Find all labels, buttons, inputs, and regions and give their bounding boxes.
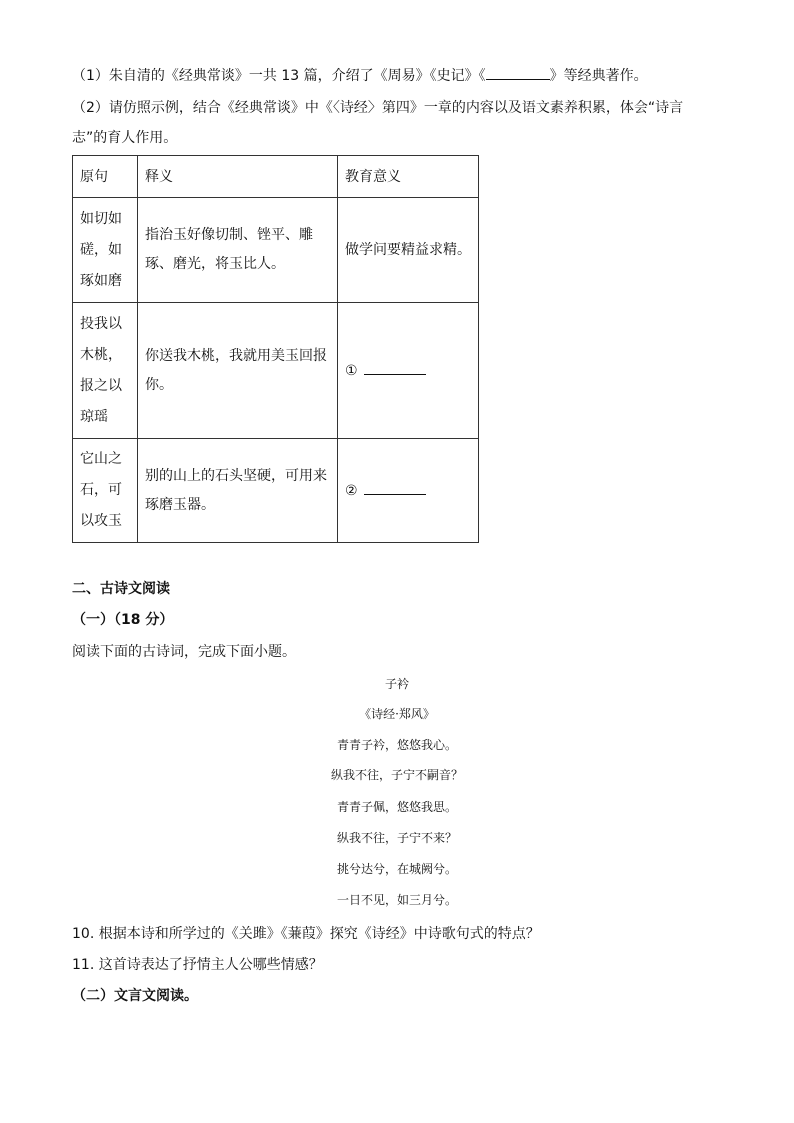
meaning-text: 做学问要精益求精。 (345, 242, 471, 258)
answer-blank[interactable] (364, 373, 426, 375)
header-explanation: 释义 (138, 156, 338, 198)
original-line: 以攻玉 (80, 513, 122, 529)
original-line: 琢如磨 (80, 272, 122, 289)
header-original: 原句 (73, 156, 138, 198)
original-line: 琼瑶 (80, 408, 108, 425)
question-2-line-1: （2）请仿照示例，结合《经典常谈》中《〈诗经〉第四》一章的内容以及语文素养积累，体会“诗言 (72, 100, 684, 116)
meaning-cell (338, 198, 479, 303)
answer-blank[interactable] (486, 78, 550, 80)
blank-marker: ① (345, 362, 358, 379)
subsection-heading-1: （一）（18 分） (72, 612, 174, 628)
poem-line: 青青子衿，悠悠我心。 (336, 738, 457, 752)
meaning-cell (338, 303, 479, 439)
question-1-text-after: 》等经典著作。 (549, 68, 648, 84)
meaning-cell (338, 439, 479, 543)
question-11: 11. 这首诗表达了抒情主人公哪些情感？ (72, 957, 323, 973)
table-row (73, 439, 479, 543)
question-10: 10. 根据本诗和所学过的《关雎》《蒹葭》探究《诗经》中诗歌句式的特点？ (72, 926, 540, 942)
poem-line: 青青子佩，悠悠我思。 (336, 800, 457, 814)
poem-title: 子衿 (384, 677, 409, 691)
question-1 (72, 66, 648, 86)
explanation-cell (138, 439, 338, 543)
poem-line: 纵我不往，子宁不来？ (336, 831, 457, 845)
original-line: 报之以 (80, 377, 122, 394)
explanation-line: 你。 (145, 376, 173, 393)
table-row (73, 303, 479, 439)
original-cell (73, 303, 138, 439)
explanation-line: 琢磨玉器。 (145, 496, 215, 513)
answer-blank[interactable] (364, 493, 426, 495)
explanation-cell (138, 303, 338, 439)
explanation-line: 指治玉好像切制、锉平、雕 (145, 227, 313, 243)
original-line: 磋，如 (80, 241, 122, 258)
original-cell (73, 439, 138, 543)
explanation-line: 琢、磨光，将玉比人。 (145, 256, 285, 272)
original-line: 它山之 (80, 451, 122, 467)
original-line: 投我以 (80, 315, 122, 332)
poem-line: 一日不见，如三月兮。 (336, 893, 457, 907)
poem-source: 《诗经·郑风》 (359, 707, 435, 721)
subsection-heading-2: （二）文言文阅读。 (72, 988, 198, 1004)
original-line: 石，可 (80, 482, 122, 498)
table-row (73, 198, 479, 303)
question-1-text-before: （1）朱自清的《经典常谈》一共 13 篇，介绍了《周易》《史记》《 (72, 68, 486, 84)
section-heading: 二、古诗文阅读 (72, 581, 170, 597)
explanation-line: 你送我木桃，我就用美玉回报 (145, 347, 327, 364)
poem-line: 挑兮达兮，在城阙兮。 (336, 862, 457, 876)
explanation-cell (138, 198, 338, 303)
original-line: 木桃， (80, 346, 122, 363)
question-2-line-2: 志”的育人作用。 (72, 130, 178, 146)
original-line: 如切如 (80, 210, 122, 227)
reading-instruction: 阅读下面的古诗词，完成下面小题。 (72, 644, 296, 660)
table-header-row (73, 156, 479, 198)
explanation-line: 别的山上的石头坚硬，可用来 (145, 467, 327, 484)
blank-marker: ② (345, 482, 358, 499)
poem-line: 纵我不往，子宁不嗣音？ (330, 768, 463, 782)
header-meaning: 教育意义 (338, 156, 479, 198)
original-cell (73, 198, 138, 303)
imitation-table (72, 155, 479, 543)
